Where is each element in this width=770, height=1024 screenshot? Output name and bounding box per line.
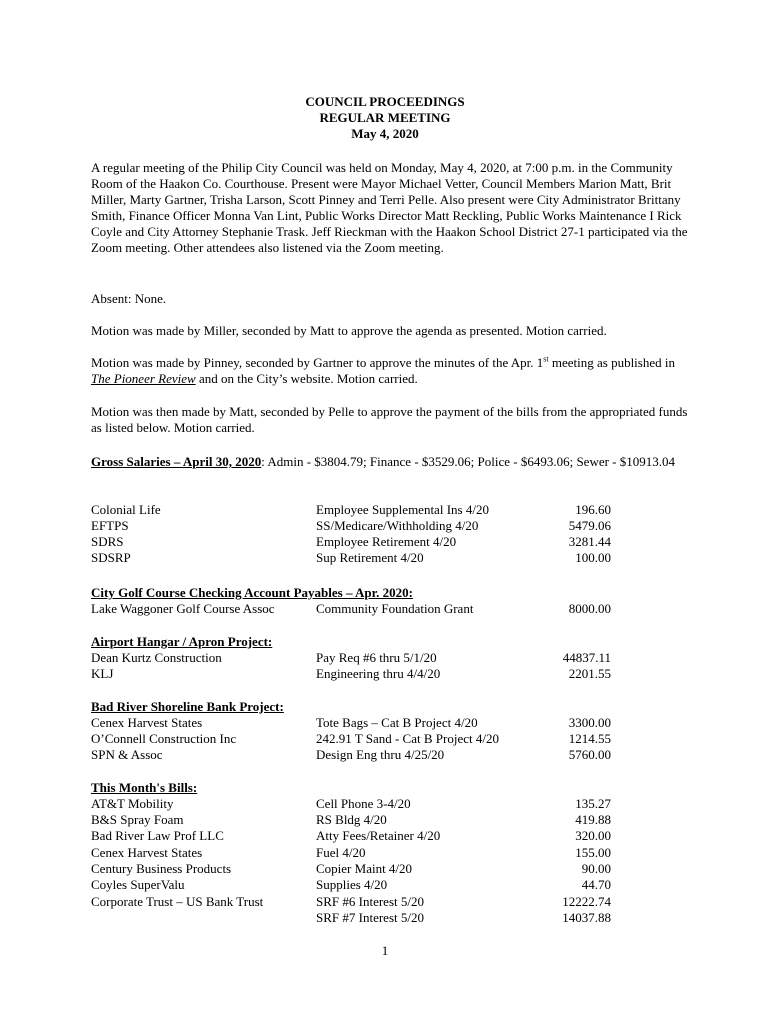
bills-section-heading: This Month's Bills: [91,780,198,795]
page-number: 1 [381,943,389,958]
row-description: Sup Retirement 4/20 [316,550,424,565]
table-row [91,812,611,828]
table-row [91,747,611,763]
row-payee: B&S Spray Foam [91,812,184,827]
row-amount: 155.00 [575,845,611,860]
intro-paragraph: A regular meeting of the Philip City Council was held on Monday, May 4, 2020, at 7:00 p.m. in the Community Room of the Haakon Co. Courthouse. Present were Mayor Michael Vetter, Council Members Marion Matt, Brit Miller, Marty Gartner, Trisha Larson, Scott Pinney and Terri Pelle. Also present were City Administrator Brittany Smith, Finance Officer Monna Van Lint, Public Works Director Matt Reckling, Public Works Maintenance I Rick Coyle and City Attorney Stephanie Trask. Jeff Rieckman with the Haakon School District 27-1 participated via the Zoom meeting. Other attendees also listened via the Zoom meeting. [91,160,688,255]
row-payee: Corporate Trust – US Bank Trust [91,894,264,909]
row-description: Atty Fees/Retainer 4/20 [316,828,441,843]
row-payee: Century Business Products [91,861,232,876]
row-payee: Lake Waggoner Golf Course Assoc [91,601,275,616]
gross-salaries-text: : Admin - $3804.79; Finance - $3529.06; Police - $6493.06; Sewer - $10913.04 [261,454,676,469]
row-amount: 3300.00 [568,715,611,730]
table-row [91,845,611,861]
row-payee: Cenex Harvest States [91,845,203,860]
motion-minutes-paragraph [91,355,691,387]
row-amount: 3281.44 [568,534,611,549]
row-payee: Cenex Harvest States [91,715,203,730]
golf-section-heading: City Golf Course Checking Account Payables – Apr. 2020: [91,585,413,600]
row-payee: Coyles SuperValu [91,877,185,892]
row-description: Employee Supplemental Ins 4/20 [316,502,489,517]
row-payee: SDRS [91,534,124,549]
table-row [91,601,611,617]
row-amount: 5479.06 [568,518,611,533]
table-row [91,828,611,844]
table-row [91,861,611,877]
row-amount: 135.27 [575,796,611,811]
table-row [91,894,611,910]
table-row [91,550,611,566]
row-payee: AT&T Mobility [91,796,174,811]
row-payee: O’Connell Construction Inc [91,731,237,746]
airport-section-heading: Airport Hangar / Apron Project: [91,634,273,649]
row-payee: SDSRP [91,550,131,565]
table-row [91,910,611,926]
row-description: SRF #7 Interest 5/20 [316,910,424,925]
row-amount: 419.88 [575,812,611,827]
row-description: Pay Req #6 thru 5/1/20 [316,650,437,665]
absent-paragraph: Absent: None. [91,291,167,306]
document-header [0,94,770,142]
gross-salaries-label: Gross Salaries – April 30, 2020 [91,454,262,469]
row-description: Engineering thru 4/4/20 [316,666,441,681]
row-description: 242.91 T Sand - Cat B Project 4/20 [316,731,499,746]
table-row [91,877,611,893]
table-row [91,518,611,534]
row-payee: Bad River Law Prof LLC [91,828,224,843]
row-payee: KLJ [91,666,114,681]
table-row [91,502,611,518]
row-description: SRF #6 Interest 5/20 [316,894,424,909]
table-row [91,534,611,550]
table-row [91,650,611,666]
row-description: Design Eng thru 4/25/20 [316,747,445,762]
row-description: RS Bldg 4/20 [316,812,387,827]
table-row [91,715,611,731]
row-description: Community Foundation Grant [316,601,474,616]
row-amount: 8000.00 [568,601,611,616]
row-amount: 44837.11 [562,650,611,665]
header-subtitle: REGULAR MEETING [319,110,451,125]
row-description: Employee Retirement 4/20 [316,534,457,549]
motion-bills-paragraph: Motion was then made by Matt, seconded by Pelle to approve the payment of the bills from the appropriated funds as listed below. Motion carried. [91,404,688,435]
row-amount: 44.70 [581,877,611,892]
publication-name: The Pioneer Review [91,371,196,386]
row-description: Tote Bags – Cat B Project 4/20 [316,715,478,730]
row-amount: 5760.00 [568,747,611,762]
table-row [91,731,611,747]
row-description: SS/Medicare/Withholding 4/20 [316,518,479,533]
row-amount: 1214.55 [568,731,611,746]
row-amount: 12222.74 [562,894,611,909]
row-amount: 2201.55 [568,666,611,681]
table-row [91,666,611,682]
gross-salaries-paragraph [91,454,691,470]
row-description: Cell Phone 3-4/20 [316,796,411,811]
row-amount: 320.00 [575,828,611,843]
header-date: May 4, 2020 [351,126,419,141]
row-payee: Dean Kurtz Construction [91,650,222,665]
table-row [91,796,611,812]
row-description: Fuel 4/20 [316,845,366,860]
row-payee: SPN & Assoc [91,747,163,762]
row-amount: 196.60 [575,502,611,517]
row-description: Supplies 4/20 [316,877,388,892]
motion-agenda-paragraph: Motion was made by Miller, seconded by Matt to approve the agenda as presented. Motion carried. [91,323,607,338]
row-amount: 14037.88 [562,910,611,925]
badriver-section-heading: Bad River Shoreline Bank Project: [91,699,284,714]
row-payee: Colonial Life [91,502,161,517]
motion-minutes-text-2: meeting as published in [548,355,675,370]
row-amount: 90.00 [581,861,611,876]
motion-minutes-text-3: and on the City’s website. Motion carried. [195,371,418,386]
row-amount: 100.00 [575,550,611,565]
motion-minutes-superscript: st [543,354,549,364]
row-description: Copier Maint 4/20 [316,861,413,876]
header-title: COUNCIL PROCEEDINGS [305,94,465,109]
motion-minutes-text-1: Motion was made by Pinney, seconded by Gartner to approve the minutes of the Apr. 1 [91,355,544,370]
row-payee: EFTPS [91,518,129,533]
